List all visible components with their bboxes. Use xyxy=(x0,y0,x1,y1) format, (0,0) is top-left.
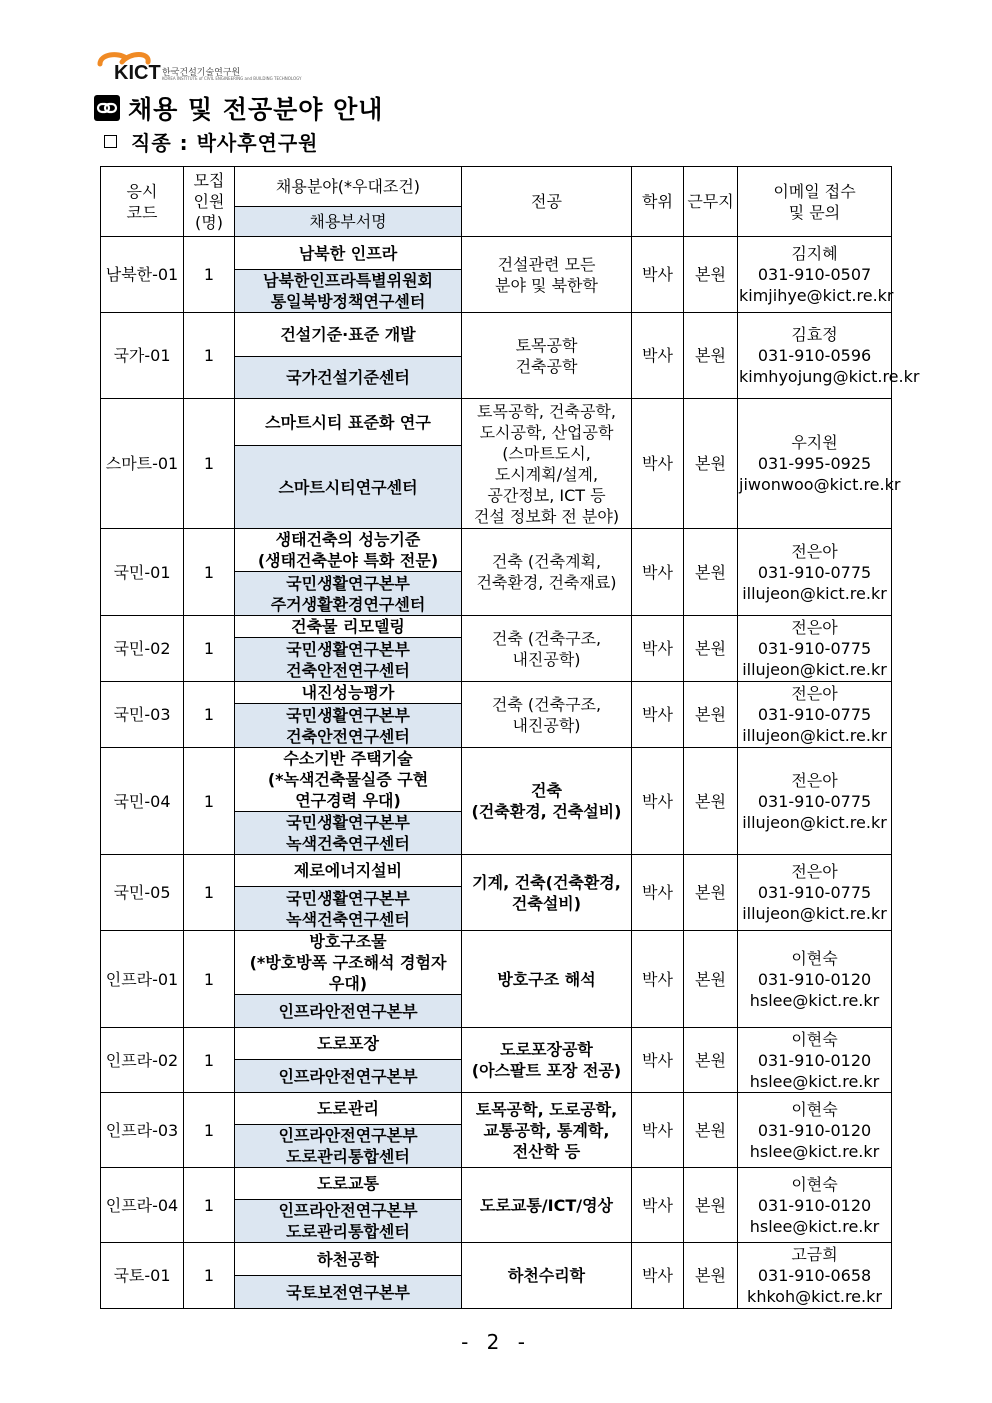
degree-cell: 박사 xyxy=(632,1243,684,1309)
code-cell: 국토-01 xyxy=(101,1243,184,1309)
field-cell xyxy=(235,1243,462,1276)
dept-cell xyxy=(235,446,462,529)
major-cell xyxy=(462,529,632,616)
cell-line: 우지원 xyxy=(791,433,838,452)
cell-line: hslee@kict.re.kr xyxy=(749,990,880,1010)
cell-line: 건설관련 모든 xyxy=(497,254,596,274)
cell-line: 건설기준·표준 개발 xyxy=(280,325,416,344)
count-cell: 1 xyxy=(184,1093,235,1168)
cell-line: 이현숙 xyxy=(791,1099,838,1119)
code-cell: 스마트-01 xyxy=(101,399,184,529)
dept-cell xyxy=(235,270,462,313)
cell-line: 031-910-0120 xyxy=(757,1050,872,1070)
cell-line: 국가건설기준센터 xyxy=(286,368,410,387)
contact-cell xyxy=(738,237,892,313)
table-row xyxy=(101,748,892,812)
location-cell: 본원 xyxy=(684,313,738,399)
major-cell xyxy=(462,1093,632,1168)
cell-line: 국민생활연구본부 xyxy=(286,888,410,908)
cell-line: 제로에너지설비 xyxy=(293,861,403,880)
cell-line: 내진성능평가 xyxy=(301,683,395,702)
count-cell: 1 xyxy=(184,1243,235,1309)
cell-line: 전은아 xyxy=(791,541,838,561)
logo-text: KICT xyxy=(114,62,161,84)
contact-cell xyxy=(738,1028,892,1093)
cell-line: 031-910-0120 xyxy=(757,1195,872,1215)
page-number: - 2 - xyxy=(461,1330,531,1354)
recruitment-table xyxy=(100,166,920,1309)
dept-cell xyxy=(235,572,462,616)
cell-line: 김지혜 xyxy=(791,244,838,263)
cell-line: illujeon@kict.re.kr xyxy=(742,726,887,745)
cell-line: 건축안전연구센터 xyxy=(286,660,410,680)
contact-cell xyxy=(738,616,892,682)
count-cell: 1 xyxy=(184,237,235,313)
location-cell: 본원 xyxy=(684,931,738,1028)
table-row xyxy=(101,931,892,995)
cell-line: 기계, 건축(건축환경, xyxy=(472,872,621,892)
cell-line: (*방호방폭 구조해석 경험자 xyxy=(249,953,447,972)
table-row xyxy=(101,616,892,638)
code-cell: 인프라-04 xyxy=(101,1168,184,1243)
contact-cell xyxy=(738,931,892,1028)
count-cell: 1 xyxy=(184,399,235,529)
table-row xyxy=(101,1028,892,1060)
cell-line: 토목공학, 도로공학, xyxy=(475,1099,618,1119)
cell-line: 인프라안전연구본부 xyxy=(278,1066,418,1086)
cell-line: 하천공학 xyxy=(317,1249,379,1269)
cell-line: 공간정보, ICT 등 xyxy=(487,485,606,505)
dept-cell xyxy=(235,357,462,399)
code-cell: 국민-04 xyxy=(101,748,184,855)
header-field: 채용분야(*우대조건) xyxy=(235,167,462,207)
cell-line: illujeon@kict.re.kr xyxy=(742,660,887,679)
cell-line: hslee@kict.re.kr xyxy=(749,1216,880,1236)
table-row xyxy=(101,1093,892,1125)
cell-line: kimhyojung@kict.re.kr xyxy=(739,367,920,386)
field-cell xyxy=(235,931,462,995)
major-cell xyxy=(462,855,632,931)
cell-line: hslee@kict.re.kr xyxy=(749,1071,880,1091)
page-title xyxy=(94,90,383,126)
cell-line: 국민생활연구본부 xyxy=(286,639,410,659)
location-cell: 본원 xyxy=(684,529,738,616)
cell-line: 건축환경, 건축재료) xyxy=(476,573,617,592)
count-cell: 1 xyxy=(184,616,235,682)
location-cell: 본원 xyxy=(684,237,738,313)
major-cell xyxy=(462,616,632,682)
table-row xyxy=(101,855,892,887)
count-cell: 1 xyxy=(184,529,235,616)
cell-line: 통일북방정책연구센터 xyxy=(270,292,426,311)
header-major: 전공 xyxy=(462,167,632,237)
cell-line: (스마트도시, xyxy=(502,443,591,463)
count-cell: 1 xyxy=(184,855,235,931)
kict-logo xyxy=(96,48,302,84)
cell-line: 031-910-0658 xyxy=(757,1266,872,1285)
table-row xyxy=(101,1243,892,1276)
dept-cell xyxy=(235,995,462,1028)
cell-line: 주거생활환경연구센터 xyxy=(270,594,426,614)
field-cell xyxy=(235,682,462,704)
cell-line: (생태건축분야 특화 전문) xyxy=(257,551,439,570)
field-cell xyxy=(235,855,462,887)
location-cell: 본원 xyxy=(684,1093,738,1168)
cell-line: 연구경력 우대) xyxy=(295,791,401,810)
degree-cell: 박사 xyxy=(632,313,684,399)
cell-line: 도로교통 xyxy=(317,1174,379,1193)
cell-line: 건축물 리모델링 xyxy=(291,617,405,636)
cell-line: 전은아 xyxy=(791,770,838,790)
count-cell: 1 xyxy=(184,313,235,399)
header-contact: 이메일 접수 및 문의 xyxy=(738,167,892,237)
cell-line: 이현숙 xyxy=(791,948,838,968)
code-cell: 남북한-01 xyxy=(101,237,184,313)
cell-line: 이현숙 xyxy=(791,1029,838,1049)
cell-line: 방호구조물 xyxy=(309,932,387,951)
field-cell xyxy=(235,616,462,638)
cell-line: 031-910-0120 xyxy=(757,1120,872,1140)
section-subtitle xyxy=(104,126,318,156)
dept-cell xyxy=(235,704,462,748)
cell-line: illujeon@kict.re.kr xyxy=(742,812,887,832)
count-cell: 1 xyxy=(184,1028,235,1093)
field-cell xyxy=(235,399,462,446)
cell-line: 031-910-0507 xyxy=(757,265,872,284)
count-cell: 1 xyxy=(184,1168,235,1243)
cell-line: 이현숙 xyxy=(791,1174,838,1194)
field-cell xyxy=(235,1168,462,1200)
table-row xyxy=(101,399,892,446)
degree-cell: 박사 xyxy=(632,529,684,616)
cell-line: 031-995-0925 xyxy=(757,454,872,473)
table-row xyxy=(101,682,892,704)
cell-line: 토목공학 xyxy=(515,335,578,355)
degree-cell: 박사 xyxy=(632,748,684,855)
cell-line: 내진공학) xyxy=(512,715,581,735)
count-cell: 1 xyxy=(184,931,235,1028)
degree-cell: 박사 xyxy=(632,855,684,931)
dept-cell xyxy=(235,887,462,931)
degree-cell: 박사 xyxy=(632,1168,684,1243)
location-cell: 본원 xyxy=(684,748,738,855)
cell-line: 031-910-0775 xyxy=(757,705,872,724)
cell-line: 도로관리 xyxy=(317,1099,379,1118)
field-cell xyxy=(235,1093,462,1125)
cell-line: 스마트시티 표준화 연구 xyxy=(265,412,431,432)
checkbox-square-icon xyxy=(104,135,117,148)
cell-line: hslee@kict.re.kr xyxy=(749,1141,880,1161)
major-cell xyxy=(462,682,632,748)
cell-line: 건축 (건축구조, xyxy=(491,694,602,714)
location-cell: 본원 xyxy=(684,855,738,931)
cell-line: illujeon@kict.re.kr xyxy=(742,904,887,923)
location-cell: 본원 xyxy=(684,1243,738,1309)
contact-cell xyxy=(738,313,920,399)
cell-line: 031-910-0775 xyxy=(757,639,872,658)
cell-line: 국민생활연구본부 xyxy=(286,705,410,725)
cell-line: 수소기반 주택기술 xyxy=(283,749,413,768)
cell-line: 전은아 xyxy=(791,618,838,637)
cell-line: 국민생활연구본부 xyxy=(286,573,410,593)
degree-cell: 박사 xyxy=(632,931,684,1028)
contact-cell xyxy=(738,399,901,529)
major-cell xyxy=(462,313,632,399)
cell-line: 김효정 xyxy=(791,325,838,344)
cell-line: 도로포장공학 xyxy=(500,1040,593,1059)
cell-line: 도시계획/설계, xyxy=(494,464,599,484)
cell-line: 건축 (건축계획, xyxy=(491,552,602,571)
major-cell xyxy=(462,1168,632,1243)
dept-cell xyxy=(235,1125,462,1168)
field-cell xyxy=(235,748,462,812)
cell-line: 031-910-0775 xyxy=(757,791,872,811)
cell-line: 인프라안전연구본부 xyxy=(278,1201,418,1220)
cell-line: 스마트시티연구센터 xyxy=(278,477,418,497)
title-text: 채용 및 전공분야 안내 xyxy=(128,95,384,124)
code-cell: 인프라-03 xyxy=(101,1093,184,1168)
major-cell xyxy=(462,399,632,529)
table-row xyxy=(101,529,892,572)
degree-cell: 박사 xyxy=(632,682,684,748)
location-cell: 본원 xyxy=(684,1028,738,1093)
major-cell xyxy=(462,748,632,855)
location-cell: 본원 xyxy=(684,399,738,529)
field-cell xyxy=(235,237,462,270)
count-cell: 1 xyxy=(184,748,235,855)
field-cell xyxy=(235,313,462,357)
code-cell: 국민-01 xyxy=(101,529,184,616)
cell-line: illujeon@kict.re.kr xyxy=(742,583,887,603)
cell-line: khkoh@kict.re.kr xyxy=(747,1287,882,1306)
header-code: 응시 코드 xyxy=(101,167,184,237)
logo-org-en: KOREA INSTITUTE of CIVIL ENGINEERING and BUILDING TECHNOLOGY xyxy=(162,76,302,81)
dept-cell xyxy=(235,812,462,855)
cell-line: 031-910-0120 xyxy=(757,969,872,989)
cell-line: 내진공학) xyxy=(512,649,581,669)
header-dept: 채용부서명 xyxy=(235,207,462,237)
dept-cell xyxy=(235,638,462,682)
major-cell xyxy=(462,237,632,313)
subtitle-text: 직종 : 박사후연구원 xyxy=(131,130,319,155)
degree-cell: 박사 xyxy=(632,616,684,682)
cell-line: 녹색건축연구센터 xyxy=(286,834,410,853)
header-count: 모집 인원 (명) xyxy=(184,167,235,237)
cell-line: 031-910-0775 xyxy=(757,883,872,902)
logo-org-name: 한국건설기술연구원 xyxy=(162,68,241,78)
degree-cell: 박사 xyxy=(632,399,684,529)
cell-line: 건축공학 xyxy=(515,356,578,376)
cell-line: 031-910-0596 xyxy=(757,346,872,365)
cell-line: 생태건축의 성능기준 xyxy=(275,530,421,549)
contact-cell xyxy=(738,529,892,616)
cell-line: 건축 (건축구조, xyxy=(491,628,602,648)
code-cell: 국민-05 xyxy=(101,855,184,931)
cell-line: 남북한인프라특별위원회 xyxy=(262,271,434,290)
cell-line: 도로관리통합센터 xyxy=(286,1147,410,1166)
table-row xyxy=(101,1168,892,1200)
degree-cell: 박사 xyxy=(632,1093,684,1168)
cell-line: 토목공학, 건축공학, xyxy=(477,401,616,421)
dept-cell xyxy=(235,1200,462,1243)
cell-line: 하천수리학 xyxy=(507,1266,586,1285)
cell-line: 도로관리통합센터 xyxy=(286,1222,410,1241)
cell-line: 건축안전연구센터 xyxy=(286,726,410,746)
cell-line: 국민생활연구본부 xyxy=(286,813,410,832)
contact-cell xyxy=(738,855,892,931)
location-cell: 본원 xyxy=(684,616,738,682)
dept-cell xyxy=(235,1060,462,1093)
count-cell: 1 xyxy=(184,682,235,748)
cell-line: 건축 xyxy=(531,781,562,800)
degree-cell: 박사 xyxy=(632,237,684,313)
header-row-top xyxy=(101,167,892,207)
degree-cell: 박사 xyxy=(632,1028,684,1093)
cell-line: 녹색건축연구센터 xyxy=(286,909,410,929)
cell-line: 건설 정보화 전 분야) xyxy=(473,506,620,526)
table-row xyxy=(101,313,892,357)
cell-line: (아스팔트 포장 전공) xyxy=(471,1061,622,1080)
cell-line: 건축설비) xyxy=(511,893,582,913)
link-icon xyxy=(94,95,120,121)
cell-line: 전은아 xyxy=(791,684,838,703)
cell-line: kimjihye@kict.re.kr xyxy=(739,286,894,305)
cell-line: 국토보전연구본부 xyxy=(286,1282,410,1302)
code-cell: 인프라-01 xyxy=(101,931,184,1028)
cell-line: 도로교통/ICT/영상 xyxy=(479,1195,614,1215)
cell-line: (건축환경, 건축설비) xyxy=(471,802,622,821)
cell-line: 인프라안전연구본부 xyxy=(278,1001,418,1021)
cell-line: 인프라안전연구본부 xyxy=(278,1126,418,1145)
cell-line: 도시공학, 산업공학 xyxy=(479,422,614,442)
header-location: 근무지 xyxy=(684,167,738,237)
contact-cell xyxy=(738,748,892,855)
contact-cell xyxy=(738,1243,892,1309)
major-cell xyxy=(462,1028,632,1093)
cell-line: 우대) xyxy=(328,974,368,993)
cell-line: 분야 및 북한학 xyxy=(495,275,598,295)
cell-line: (*녹색건축물실증 구현 xyxy=(267,770,429,789)
contact-cell xyxy=(738,1168,892,1243)
cell-line: 031-910-0775 xyxy=(757,562,872,582)
field-cell xyxy=(235,529,462,572)
major-cell xyxy=(462,931,632,1028)
cell-line: 도로포장 xyxy=(317,1034,379,1053)
contact-cell xyxy=(738,682,892,748)
cell-line: 전산학 등 xyxy=(512,1141,581,1161)
code-cell: 인프라-02 xyxy=(101,1028,184,1093)
header-degree: 학위 xyxy=(632,167,684,237)
contact-cell xyxy=(738,1093,892,1168)
cell-line: jiwonwoo@kict.re.kr xyxy=(739,475,901,494)
field-cell xyxy=(235,1028,462,1060)
location-cell: 본원 xyxy=(684,682,738,748)
table-row xyxy=(101,237,892,270)
cell-line: 교통공학, 통계학, xyxy=(483,1120,610,1140)
cell-line: 남북한 인프라 xyxy=(298,243,398,263)
major-cell xyxy=(462,1243,632,1309)
cell-line: 고금희 xyxy=(791,1245,838,1264)
code-cell: 국가-01 xyxy=(101,313,184,399)
cell-line: 전은아 xyxy=(791,862,838,881)
dept-cell xyxy=(235,1276,462,1309)
location-cell: 본원 xyxy=(684,1168,738,1243)
code-cell: 국민-02 xyxy=(101,616,184,682)
code-cell: 국민-03 xyxy=(101,682,184,748)
cell-line: 방호구조 해석 xyxy=(497,969,596,989)
